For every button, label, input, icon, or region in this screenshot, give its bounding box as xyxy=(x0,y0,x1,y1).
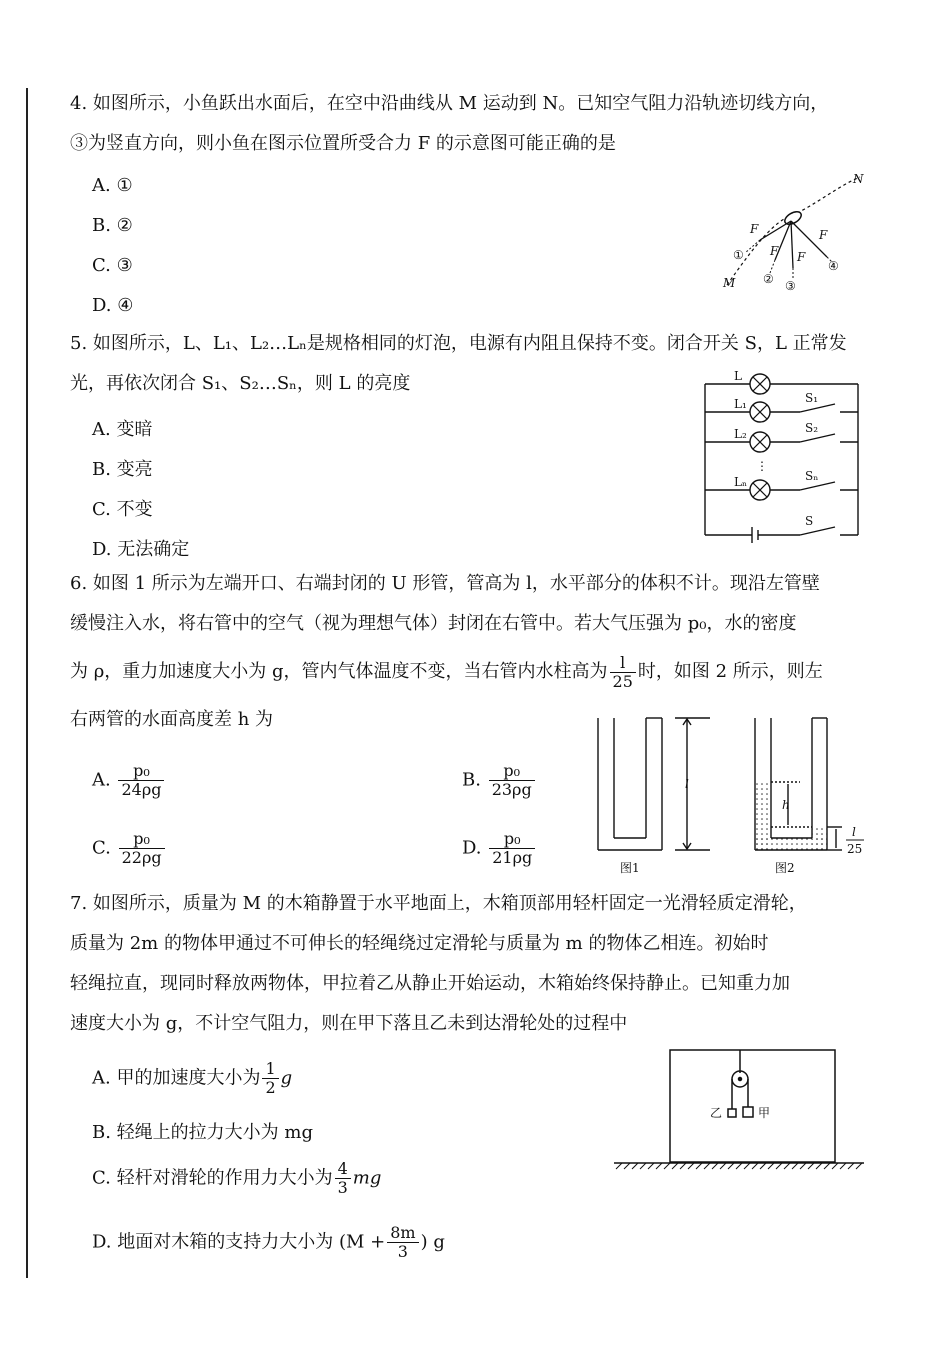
q5-label-ln: Lₙ xyxy=(734,475,748,489)
q6-fig1-caption: 图1 xyxy=(620,861,640,875)
q4-label-f2: F xyxy=(770,244,779,258)
q6-option-d-num: p₀ xyxy=(489,830,535,849)
q6-option-a-den: 24ρg xyxy=(121,780,162,799)
q6-line-4: 右两管的水面高度差 h 为 xyxy=(70,709,274,730)
q6-option-a-label: A. xyxy=(92,769,111,791)
q6-option-d-label: D. xyxy=(462,837,482,859)
q5-circuit-figure xyxy=(700,368,865,543)
q7-option-d-fraction xyxy=(387,1224,418,1261)
q7-option-d xyxy=(92,1224,445,1261)
q5-label-s1: S₁ xyxy=(805,391,819,405)
q7-box-figure xyxy=(612,1045,867,1175)
q6-option-b-fraction xyxy=(489,762,535,799)
q7-ground-hatching xyxy=(616,1163,862,1169)
q6-option-b-num: p₀ xyxy=(489,762,535,781)
q6-line-3-start: 为 ρ，重力加速度大小为 g，管内气体温度不变，当右管内水柱高为 xyxy=(70,661,608,682)
q4-label-n: N xyxy=(853,172,864,186)
q6-option-c-num: p₀ xyxy=(119,830,165,849)
q6-option-a xyxy=(92,762,166,799)
margin-line xyxy=(26,88,28,1278)
q7-block-yi xyxy=(728,1109,736,1117)
q6-utube-figures xyxy=(590,712,870,880)
q5-option-d: D. 无法确定 xyxy=(92,539,190,560)
q6-option-c-fraction xyxy=(119,830,165,867)
q6-inline-num: l xyxy=(610,654,636,673)
q6-option-d-fraction xyxy=(489,830,535,867)
q6-fig2-caption: 图2 xyxy=(775,861,795,875)
q4-label-f4: F xyxy=(819,228,828,242)
q6-figure-1 xyxy=(598,718,710,850)
q6-option-b-label: B. xyxy=(462,769,481,791)
q6-fig1-l: l xyxy=(685,777,689,791)
q5-line-1: 5. 如图所示，L、L₁、L₂…Lₙ是规格相同的灯泡，电源有内阻且保持不变。闭合开关 S，L 正常发 xyxy=(70,333,847,354)
q5-option-c: C. 不变 xyxy=(92,499,153,520)
q4-label-f1: F xyxy=(750,222,759,236)
q7-option-a-den: 2 xyxy=(265,1078,276,1097)
q7-option-a-num: 1 xyxy=(262,1060,278,1079)
q7-option-c xyxy=(92,1160,381,1197)
q4-line-2: ③为竖直方向，则小鱼在图示位置所受合力 F 的示意图可能正确的是 xyxy=(70,133,616,154)
q6-option-d-den: 21ρg xyxy=(492,848,533,867)
q7-line-4: 速度大小为 g，不计空气阻力，则在甲下落且乙未到达滑轮处的过程中 xyxy=(70,1013,628,1034)
q5-line-2: 光，再依次闭合 S₁、S₂…Sₙ，则 L 的亮度 xyxy=(70,373,411,394)
q4-option-b: B. ② xyxy=(92,215,133,236)
q4-option-c: C. ③ xyxy=(92,255,133,276)
q7-label-yi: 乙 xyxy=(710,1106,723,1120)
q7-line-1: 7. 如图所示，质量为 M 的木箱静置于水平地面上，木箱顶部用轻杆固定一光滑轻质定滑轮， xyxy=(70,893,807,914)
q7-option-c-text: C. 轻杆对滑轮的作用力大小为 xyxy=(92,1167,333,1189)
q5-label-l: L xyxy=(734,369,742,383)
q7-block-jia xyxy=(743,1107,753,1117)
q7-option-d-unit: ) g xyxy=(420,1231,445,1253)
q5-dots: ⋮ xyxy=(756,459,768,473)
q6-option-a-num: p₀ xyxy=(118,762,164,781)
question-4 xyxy=(70,84,870,164)
q7-option-c-fraction xyxy=(335,1160,351,1197)
question-7 xyxy=(70,884,870,1044)
q6-fig2-h: h xyxy=(782,798,790,812)
q7-option-b: B. 轻绳上的拉力大小为 mg xyxy=(92,1122,313,1143)
q7-option-c-num: 4 xyxy=(335,1160,351,1179)
q6-line-3 xyxy=(70,644,870,700)
q4-marker-2: ② xyxy=(763,272,774,286)
q4-marker-4: ④ xyxy=(828,259,839,273)
q5-label-s: S xyxy=(805,514,814,528)
q4-marker-3: ③ xyxy=(785,279,796,293)
q6-option-d xyxy=(462,830,537,867)
q7-line-2: 质量为 2m 的物体甲通过不可伸长的轻绳绕过定滑轮与质量为 m 的物体乙相连。初始时 xyxy=(70,933,769,954)
q7-option-c-den: 3 xyxy=(337,1178,348,1197)
q6-option-b xyxy=(462,762,537,799)
q6-option-b-den: 23ρg xyxy=(491,780,532,799)
q7-option-a-text: A. 甲的加速度大小为 xyxy=(92,1067,261,1089)
q6-option-c-den: 22ρg xyxy=(121,848,162,867)
q7-option-a xyxy=(92,1060,292,1097)
q7-line-3: 轻绳拉直，现同时释放两物体，甲拉着乙从静止开始运动，木箱始终保持静止。已知重力加 xyxy=(70,973,790,994)
q6-inline-fraction xyxy=(610,654,636,691)
q7-label-jia: 甲 xyxy=(758,1106,771,1120)
q5-label-l1: L₁ xyxy=(734,397,747,411)
q6-line-1: 6. 如图 1 所示为左端开口、右端封闭的 U 形管，管高为 l，水平部分的体积不计。现沿左管壁 xyxy=(70,573,820,594)
q6-fig2-frac-den: 25 xyxy=(847,842,863,856)
q7-option-d-num: 8m xyxy=(387,1224,418,1243)
q5-option-b: B. 变亮 xyxy=(92,459,153,480)
q7-option-a-fraction xyxy=(262,1060,278,1097)
q6-option-c xyxy=(92,830,167,867)
q4-marker-1: ① xyxy=(733,248,744,262)
q4-fish-figure xyxy=(715,165,865,295)
q5-label-sn: Sₙ xyxy=(805,469,819,483)
q6-option-c-label: C. xyxy=(92,837,111,859)
q4-force-1 xyxy=(760,221,791,240)
q6-fig2-right-water xyxy=(812,827,827,850)
q5-label-s2: S₂ xyxy=(805,421,819,435)
q4-option-d: D. ④ xyxy=(92,295,134,316)
q7-option-d-text: D. 地面对木箱的支持力大小为 (M + xyxy=(92,1231,386,1253)
q7-wooden-box xyxy=(670,1050,835,1162)
q7-option-a-unit: g xyxy=(280,1067,293,1089)
q4-force-3 xyxy=(791,221,793,268)
q4-line-1: 4. 如图所示，小鱼跃出水面后，在空中沿曲线从 M 运动到 N。已知空气阻力沿轨迹切线方向， xyxy=(70,93,829,114)
q5-label-l2: L₂ xyxy=(734,427,747,441)
q5-option-a: A. 变暗 xyxy=(92,419,153,440)
q6-fig2-frac-num: l xyxy=(852,825,856,839)
q4-label-f3: F xyxy=(797,250,806,264)
q6-inline-den: 25 xyxy=(612,671,633,691)
q7-option-c-unit: mg xyxy=(352,1167,382,1189)
q4-label-m: M xyxy=(723,276,736,290)
q7-option-d-den: 3 xyxy=(397,1242,408,1261)
q4-option-a: A. ① xyxy=(92,175,133,196)
q6-option-a-fraction xyxy=(118,762,164,799)
q6-line-2: 缓慢注入水，将右管中的空气（视为理想气体）封闭在右管中。若大气压强为 p₀，水的密度 xyxy=(70,613,797,634)
q6-line-3-end: 时，如图 2 所示，则左 xyxy=(637,661,823,682)
